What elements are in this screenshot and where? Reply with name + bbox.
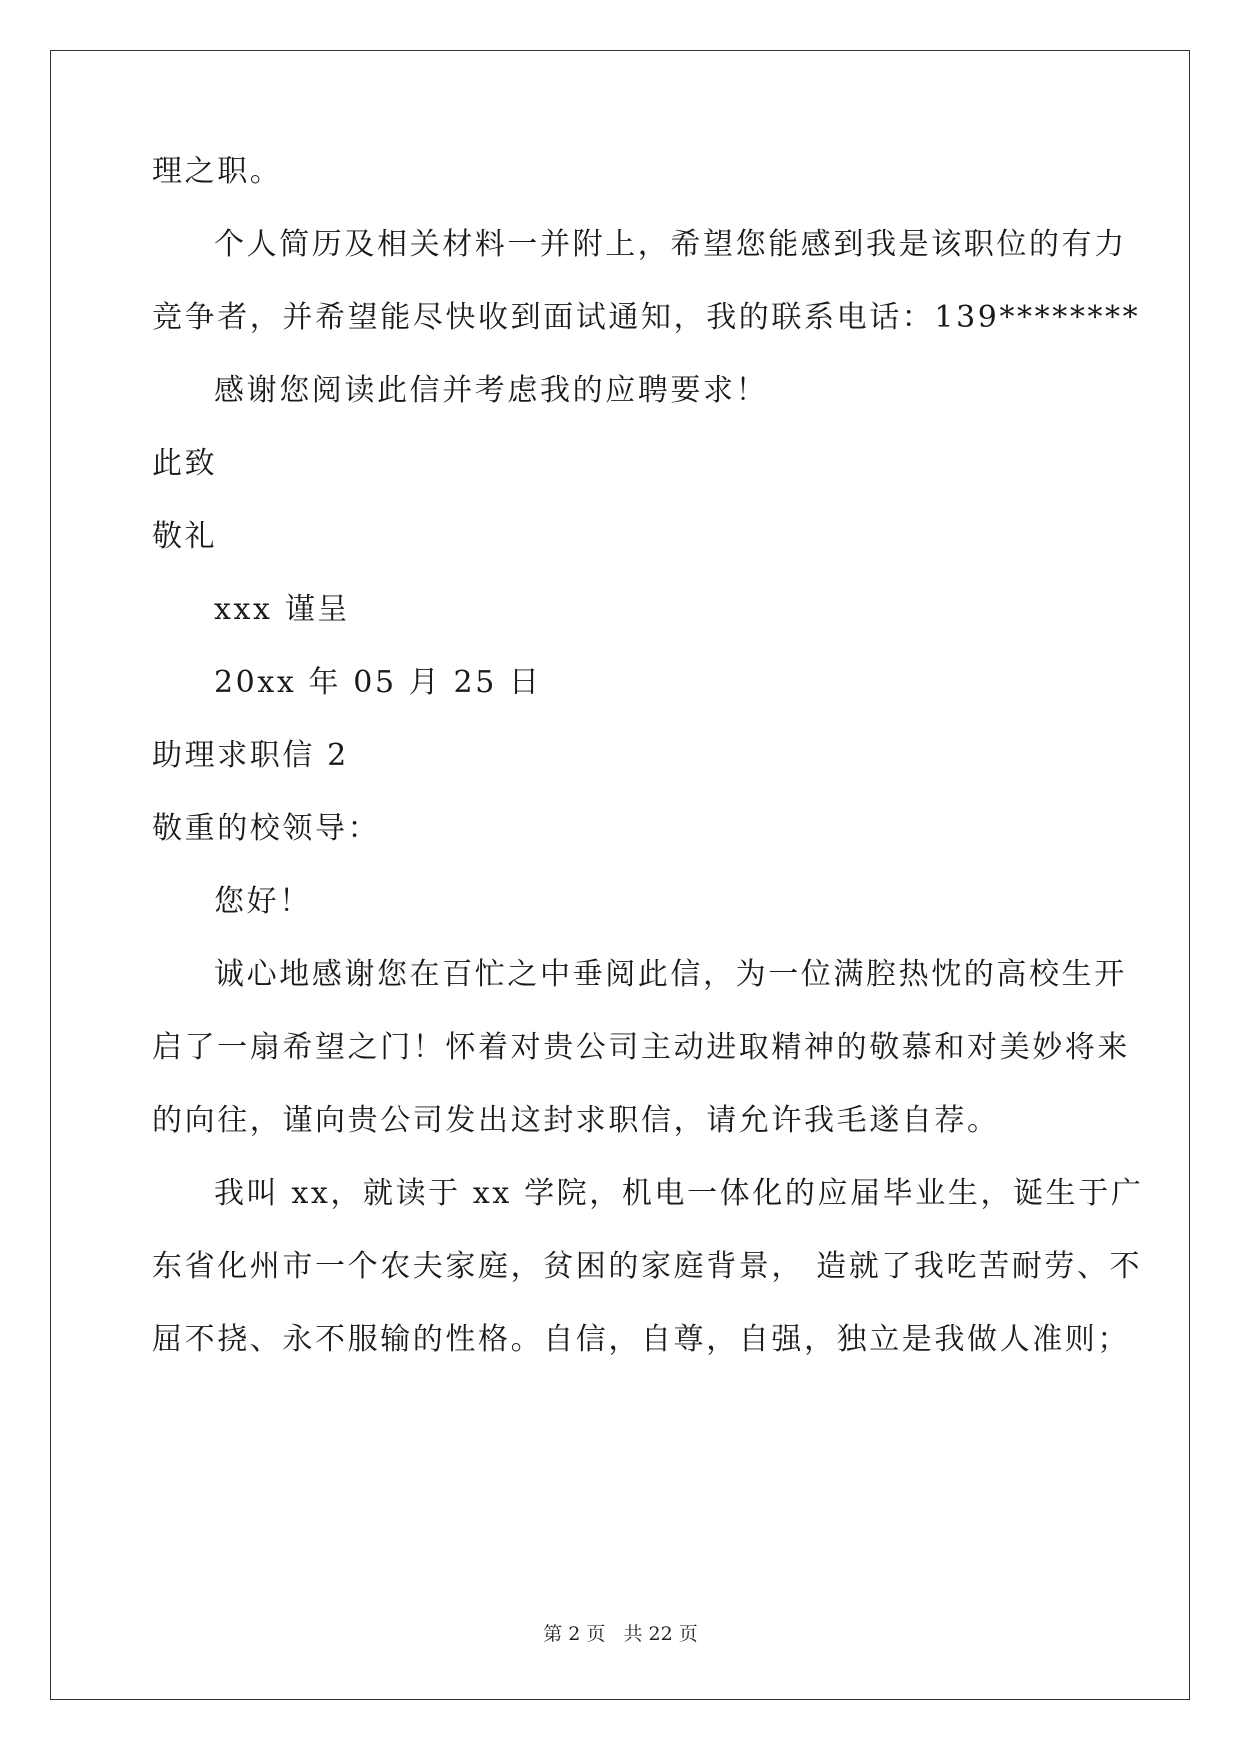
text-line: 竞争者，并希望能尽快收到面试通知，我的联系电话：139******** <box>152 300 1141 335</box>
salutation-regards: 敬礼 <box>152 519 218 554</box>
greeting-recipient: 敬重的校领导： <box>152 811 381 846</box>
text-line: 诚心地感谢您在百忙之中垂阅此信，为一位满腔热忱的高校生开 <box>214 957 1127 992</box>
section-title: 助理求职信 2 <box>152 738 349 773</box>
text-line: 的向往，谨向贵公司发出这封求职信，请允许我毛遂自荐。 <box>152 1103 1000 1138</box>
text-line: 屈不挠、永不服输的性格。自信，自尊，自强，独立是我做人准则； <box>152 1322 1130 1357</box>
date-line: 20xx 年 05 月 25 日 <box>214 665 542 700</box>
text-line: 个人简历及相关材料一并附上，希望您能感到我是该职位的有力 <box>214 227 1127 262</box>
text-line: 感谢您阅读此信并考虑我的应聘要求！ <box>214 373 769 408</box>
text-line: 我叫 xx，就读于 xx 学院，机电一体化的应届毕业生，诞生于广 <box>214 1176 1144 1211</box>
greeting: 您好！ <box>214 884 312 919</box>
page-number-footer: 第 2 页 共 22 页 <box>543 1623 698 1645</box>
text-line: 理之职。 <box>152 154 283 189</box>
signature: xxx 谨呈 <box>214 592 350 627</box>
text-line: 东省化州市一个农夫家庭，贫困的家庭背景， 造就了我吃苦耐劳、不 <box>152 1249 1143 1284</box>
text-line: 启了一扇希望之门！怀着对贵公司主动进取精神的敬慕和对美妙将来 <box>152 1030 1130 1065</box>
salutation-closing: 此致 <box>152 446 218 481</box>
